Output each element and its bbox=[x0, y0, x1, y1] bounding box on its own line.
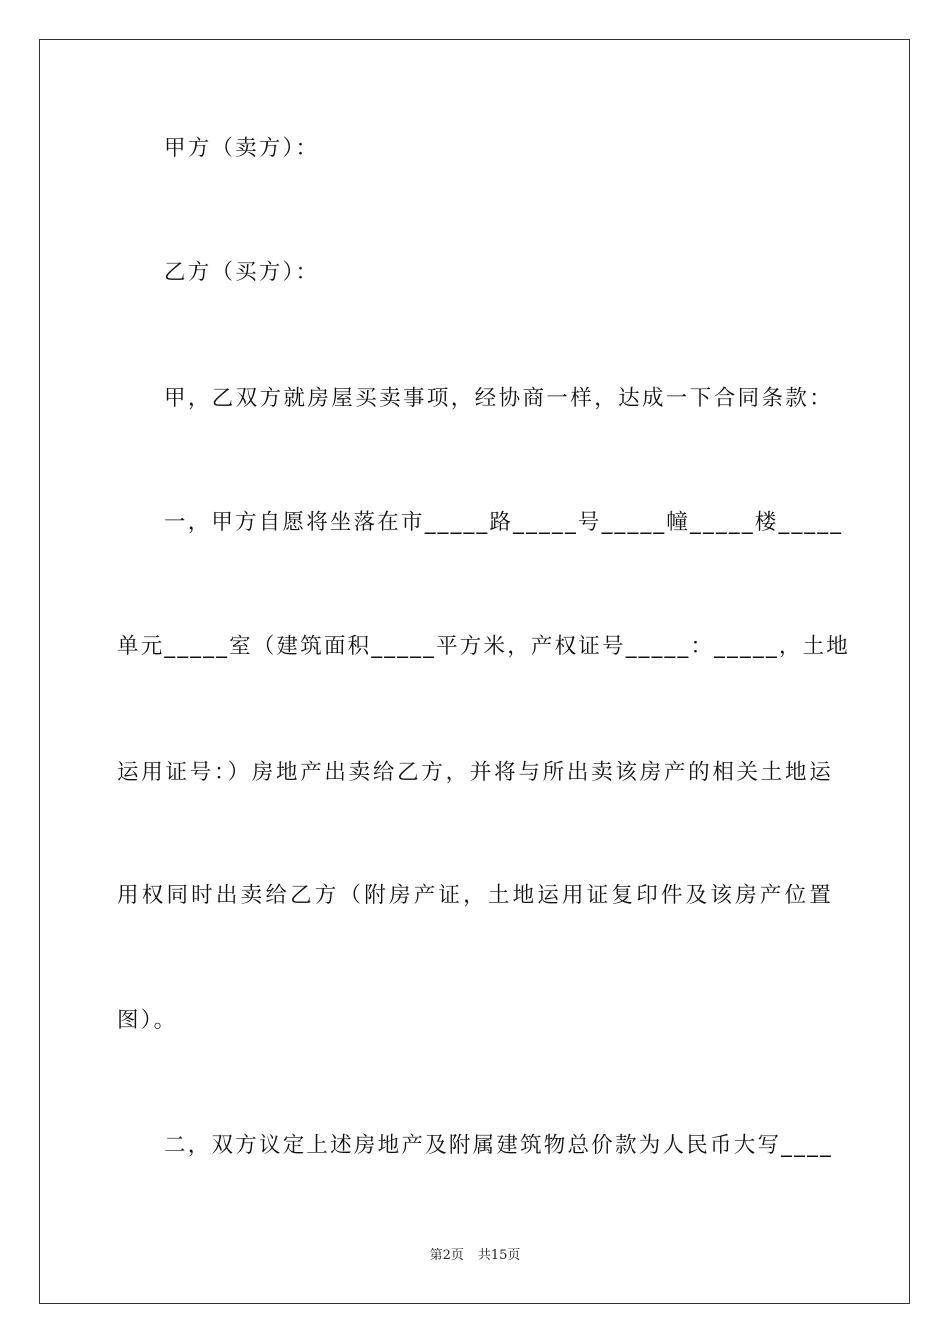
page-border bbox=[39, 39, 910, 1304]
clause-1-line-5: 图）。 bbox=[117, 1008, 178, 1033]
party-b-line: 乙方（买方）： bbox=[164, 260, 320, 285]
clause-1-line-2: 单元_____室（建筑面积_____平方米，产权证号_____：_____，土地 bbox=[117, 634, 851, 659]
page-number: 第2页 bbox=[429, 1248, 464, 1263]
page-total: 共15页 bbox=[477, 1248, 521, 1263]
clause-1-line-3: 运用证号：）房地产出卖给乙方，并将与所出卖该房产的相关土地运 bbox=[117, 760, 833, 785]
party-a-line: 甲方（卖方）： bbox=[164, 136, 320, 161]
clause-1-line-4: 用权同时出卖给乙方（附房产证，土地运用证复印件及该房产位置 bbox=[117, 883, 833, 908]
intro-paragraph: 甲，乙双方就房屋买卖事项，经协商一样，达成一下合同条款： bbox=[164, 386, 833, 411]
clause-1-line-1: 一，甲方自愿将坐落在市_____路_____号_____幢_____楼_____ bbox=[164, 510, 844, 535]
clause-2-line-1: 二，双方议定上述房地产及附属建筑物总价款为人民币大写____ bbox=[164, 1133, 833, 1158]
page-footer bbox=[0, 1247, 950, 1265]
